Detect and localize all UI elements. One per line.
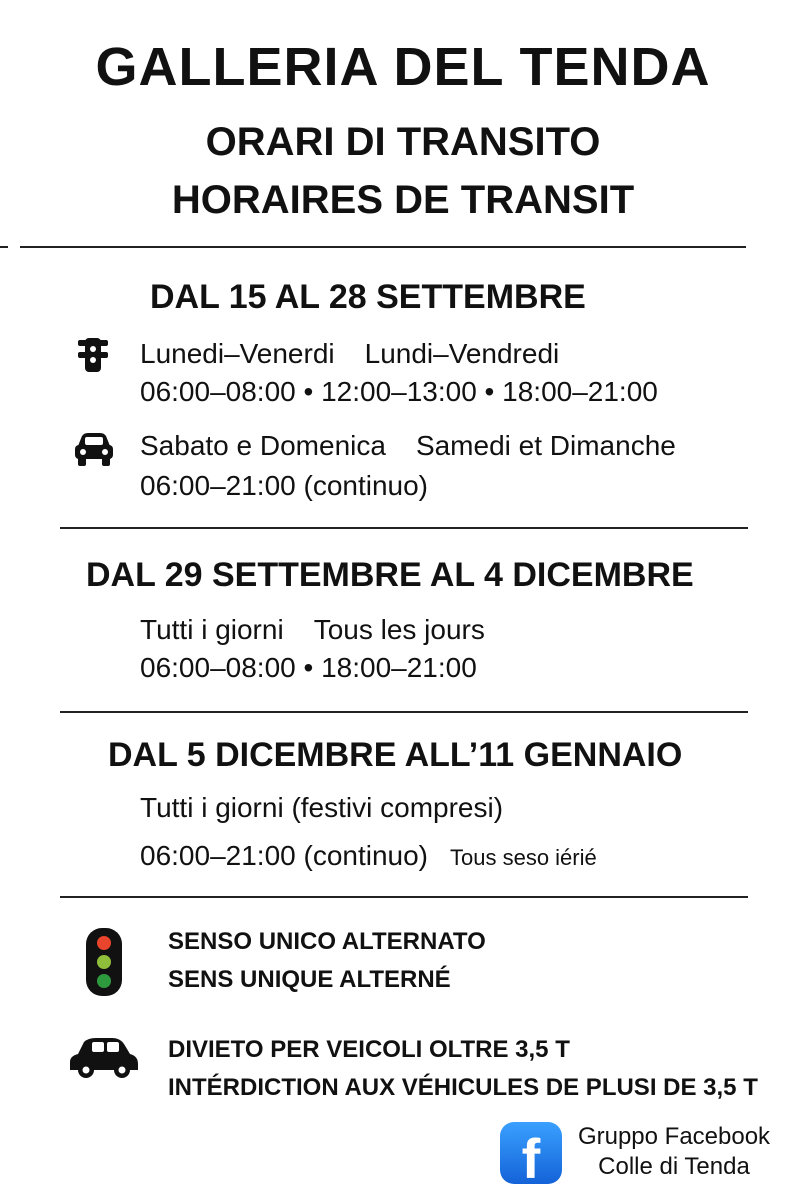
weekend-it: Sabato e Domenica xyxy=(140,430,386,461)
subtitle-italian: ORARI DI TRANSITO xyxy=(205,120,601,164)
weekday-times: 06:00–08:00 • 12:00–13:00 • 18:00–21:00 xyxy=(140,376,658,407)
divider xyxy=(20,246,746,248)
facebook-icon: f xyxy=(500,1122,562,1184)
divider-tick xyxy=(0,246,8,248)
legend-ban-fr: INTÉRDICTION AUX VÉHICULES DE PLUSI DE 3,5 T xyxy=(168,1074,758,1101)
page-title: GALLERIA DEL TENDA xyxy=(95,37,711,97)
section2-days-it: Tutti i giorni xyxy=(140,614,284,645)
facebook-group-line2: Colle di Tenda xyxy=(598,1153,750,1180)
weekend-times: 06:00–21:00 (continuo) xyxy=(140,470,428,501)
section2-times: 06:00–08:00 • 18:00–21:00 xyxy=(140,652,477,683)
traffic-light-icon xyxy=(78,336,108,374)
legend-ban-it: DIVIETO PER VEICOLI OLTRE 3,5 T xyxy=(168,1036,570,1063)
section3-times: 06:00–21:00 (continuo) xyxy=(140,840,428,871)
traffic-light-color-icon xyxy=(86,928,122,996)
weekday-label-row xyxy=(140,338,559,370)
section3-days-it: Tutti i giorni (festivi compresi) xyxy=(140,792,504,823)
divider xyxy=(60,896,748,898)
section3-heading: DAL 5 DICEMBRE ALL’11 GENNAIO xyxy=(108,736,683,774)
car-side-icon xyxy=(68,1036,140,1080)
weekend-fr: Samedi et Dimanche xyxy=(415,430,676,461)
section2-days-row xyxy=(140,614,485,646)
car-icon xyxy=(74,432,114,468)
legend-alternating-fr: SENS UNIQUE ALTERNÉ xyxy=(168,966,451,993)
weekend-label-row xyxy=(140,430,676,462)
section3-times-row xyxy=(140,840,597,872)
section2-days-fr: Tous les jours xyxy=(313,614,485,645)
legend-alternating-it: SENSO UNICO ALTERNATO xyxy=(168,928,486,955)
facebook-group-label xyxy=(566,1122,782,1182)
section2-heading: DAL 29 SETTEMBRE AL 4 DICEMBRE xyxy=(86,556,694,594)
facebook-group-line1: Gruppo Facebook xyxy=(577,1123,771,1150)
weekday-it: Lunedi–Venerdi xyxy=(140,338,335,369)
divider xyxy=(60,711,748,713)
section1-heading: DAL 15 AL 28 SETTEMBRE xyxy=(150,278,586,316)
subtitle-french: HORAIRES DE TRANSIT xyxy=(171,178,635,222)
weekday-fr: Lundi–Vendredi xyxy=(364,338,560,369)
section3-note-fr: Tous seso iérié xyxy=(450,845,597,870)
divider xyxy=(60,527,748,529)
